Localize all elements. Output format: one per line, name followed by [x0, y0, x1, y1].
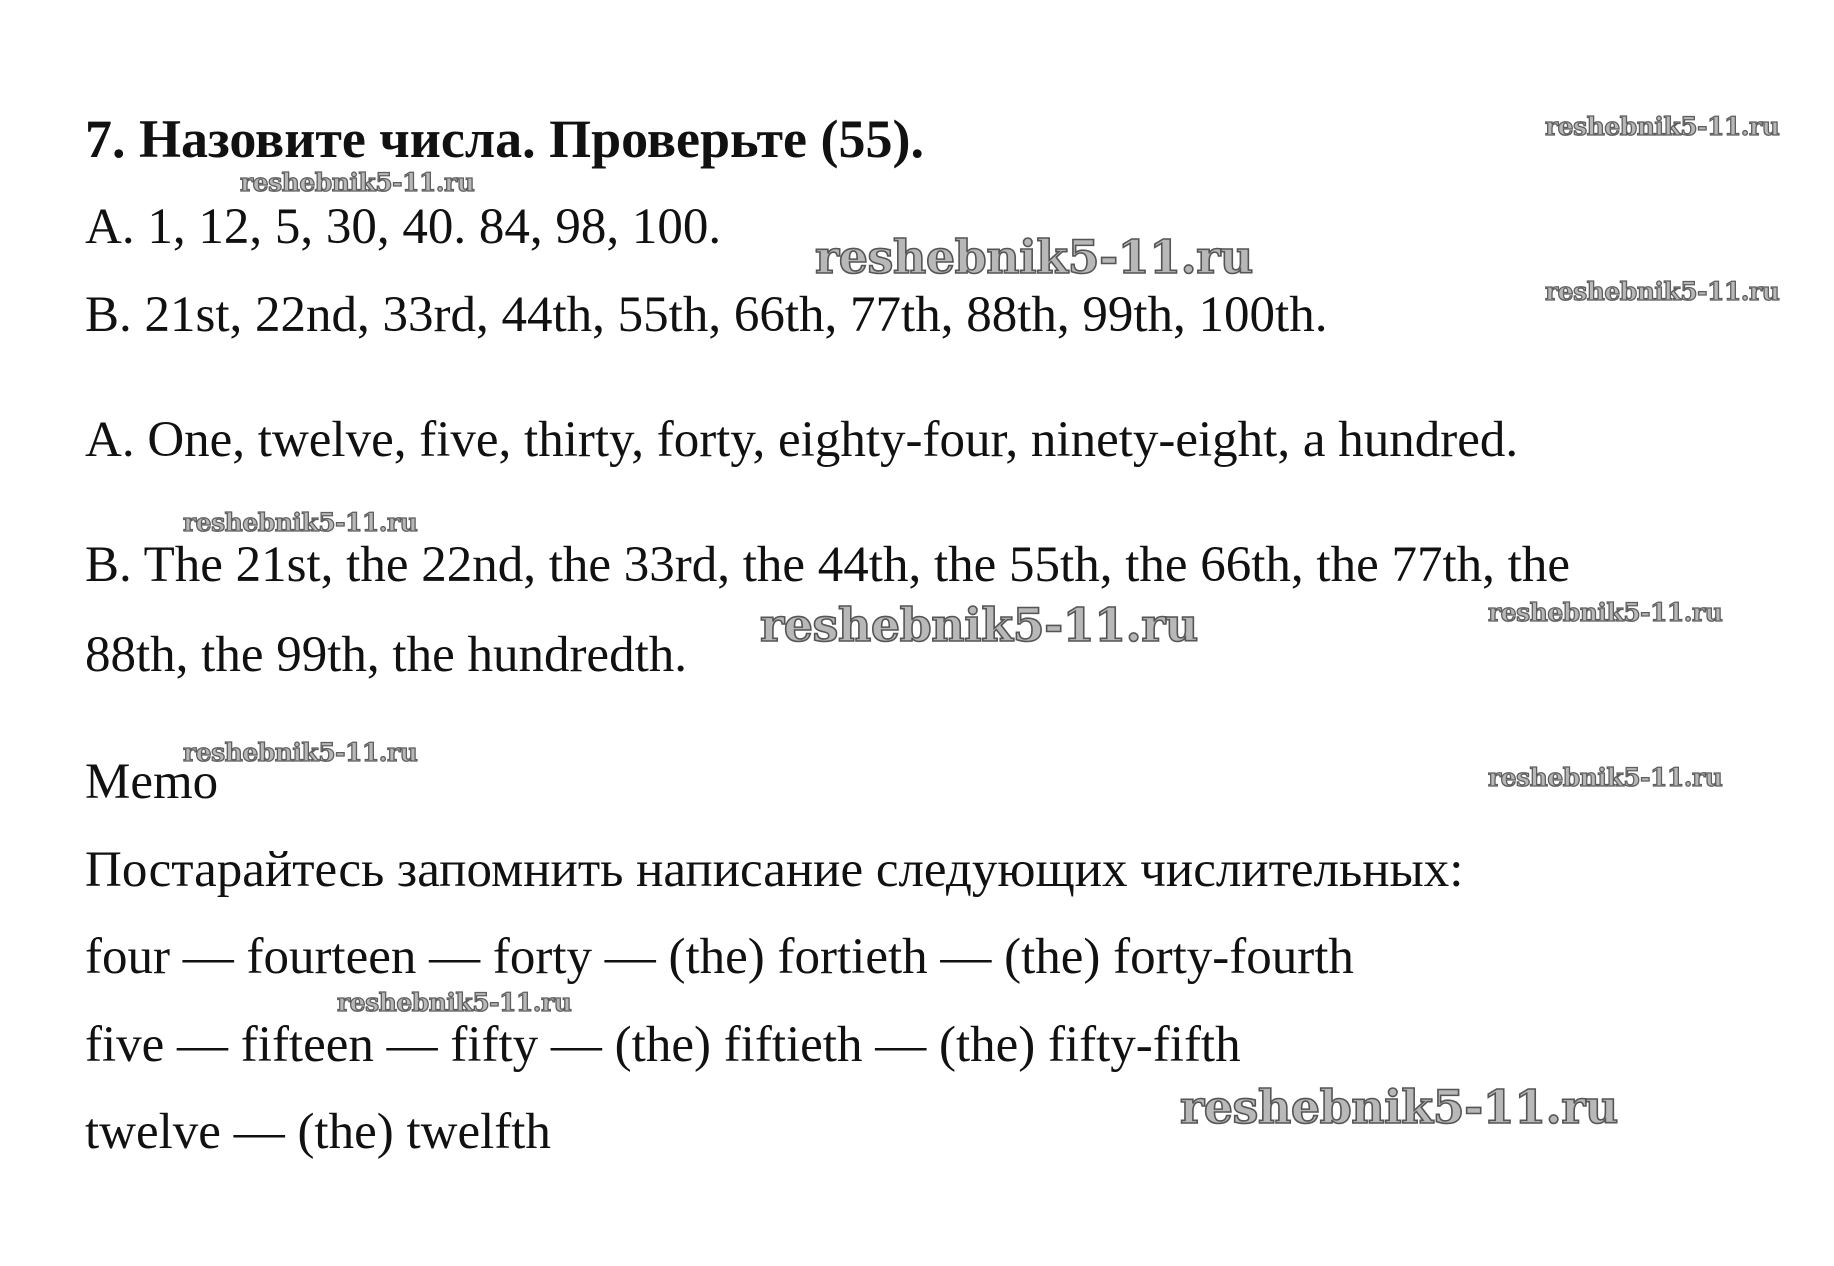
watermark: reshebnik5-11.ru	[1545, 277, 1780, 306]
watermark: reshebnik5-11.ru	[760, 598, 1198, 652]
memo-instruction: Постарайтесь запомнить написание следующих числительных:	[85, 842, 1464, 898]
watermark: reshebnik5-11.ru	[183, 738, 418, 767]
answer-b-line-1: B. The 21st, the 22nd, the 33rd, the 44th, the 55th, the 66th, the 77th, the	[85, 537, 1570, 593]
memo-row-five: five — fifteen — fifty — (the) fiftieth — (the) fifty-fifth	[85, 1017, 1241, 1073]
memo-heading: Memo	[85, 754, 219, 810]
answer-b-line-2: 88th, the 99th, the hundredth.	[85, 627, 687, 683]
watermark: reshebnik5-11.ru	[240, 168, 475, 197]
memo-row-four: four — fourteen — forty — (the) fortieth — (the) forty-fourth	[85, 929, 1354, 985]
watermark: reshebnik5-11.ru	[337, 988, 572, 1017]
watermark: reshebnik5-11.ru	[1488, 763, 1723, 792]
watermark: reshebnik5-11.ru	[1488, 598, 1723, 627]
task-b: B. 21st, 22nd, 33rd, 44th, 55th, 66th, 77th, 88th, 99th, 100th.	[85, 287, 1328, 343]
watermark: reshebnik5-11.ru	[815, 230, 1253, 284]
exercise-title: 7. Назовите числа. Проверьте (55).	[85, 109, 924, 169]
answer-a: A. One, twelve, five, thirty, forty, eighty-four, ninety-eight, a hundred.	[85, 412, 1519, 468]
watermark: reshebnik5-11.ru	[1180, 1080, 1618, 1134]
watermark: reshebnik5-11.ru	[1545, 112, 1780, 141]
task-a: A. 1, 12, 5, 30, 40. 84, 98, 100.	[85, 199, 722, 255]
watermark: reshebnik5-11.ru	[183, 508, 418, 537]
memo-row-twelve: twelve — (the) twelfth	[85, 1104, 551, 1160]
